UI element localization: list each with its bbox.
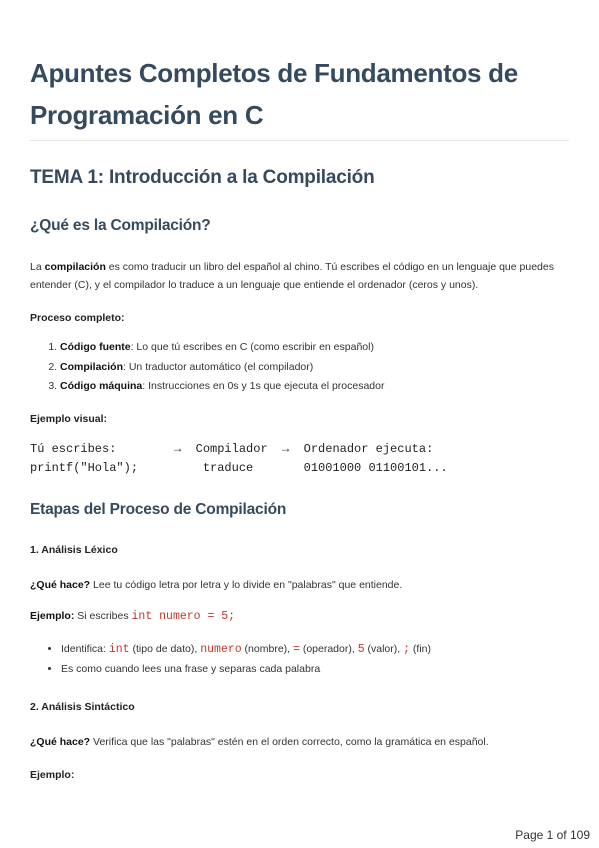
step-text: : Un traductor automático (el compilador) — [123, 360, 314, 373]
intro-paragraph — [30, 258, 570, 294]
list-item — [60, 338, 384, 358]
list-item — [61, 640, 431, 660]
token-code: int — [108, 643, 130, 656]
intro-rest: es como traducir un libro del español al chino. Tú escribes el código en un lenguaje que puedes entender (C), y el compilador lo traduce a un lenguaje que entiende el ordenador (ceros y unos). — [30, 261, 554, 291]
ejemplo-text: Si escribes — [74, 610, 132, 622]
subsection-heading-sintactico: 2. Análisis Sintáctico — [30, 701, 135, 713]
document-title: Apuntes Completos de Fundamentos de Programación en C — [30, 58, 518, 130]
lexico-que-hace — [30, 576, 570, 594]
token-desc: (operador), — [299, 643, 358, 655]
visual-example-code — [30, 440, 448, 478]
proceso-steps — [48, 338, 384, 397]
step-bold: Código máquina — [60, 380, 143, 392]
step-text: : Lo que tú escribes en C (como escribir en español) — [130, 341, 374, 353]
step-bold: Compilación — [60, 360, 124, 373]
proceso-label: Proceso completo: — [30, 312, 125, 324]
sintactico-que-hace — [30, 733, 570, 751]
step-text: : Instrucciones en 0s y 1s que ejecuta el procesador — [142, 380, 385, 392]
step-bold: Código fuente — [60, 341, 131, 353]
ejemplo-label: Ejemplo: — [30, 610, 75, 622]
ejemplo-visual-label: Ejemplo visual: — [30, 413, 108, 425]
list-item — [60, 377, 384, 397]
tema-heading: TEMA 1: Introducción a la Compilación — [30, 167, 375, 188]
token-desc: (nombre), — [241, 643, 293, 655]
token-code: 5 — [357, 643, 365, 656]
section-heading-que-es: ¿Qué es la Compilación? — [30, 217, 211, 234]
que-hace-label: ¿Qué hace? — [30, 736, 91, 748]
list-item — [60, 358, 384, 378]
token-desc: (tipo de dato), — [129, 643, 201, 655]
sintactico-ejemplo-label: Ejemplo: — [30, 769, 75, 781]
token-desc: (fin) — [410, 643, 432, 655]
intro-lead: La — [30, 261, 45, 273]
token-desc: (valor), — [364, 643, 404, 655]
intro-bold: compilación — [44, 261, 106, 273]
que-hace-label: ¿Qué hace? — [30, 579, 91, 591]
lexico-bullets — [47, 640, 431, 679]
token-code: = — [293, 643, 300, 656]
que-hace-text: Lee tu código letra por letra y lo divide en "palabras" que entiende. — [90, 579, 403, 591]
token-code: numero — [200, 643, 242, 656]
list-item: • Es como cuando lees una frase y separas cada palabra — [61, 660, 431, 680]
token-code: ; — [403, 643, 411, 656]
subsection-heading-lexico: 1. Análisis Léxico — [30, 544, 118, 556]
ejemplo-code: int numero = 5; — [131, 610, 236, 623]
visual-line-2: printf("Hola"); traduce 01001000 01100101... — [30, 461, 448, 475]
bullet-prefix: Identifica: — [61, 643, 109, 655]
section-heading-etapas: Etapas del Proceso de Compilación — [30, 501, 287, 518]
que-hace-text: Verifica que las "palabras" estén en el orden correcto, como la gramática en español. — [90, 736, 489, 748]
page-number: Page 1 of 109 — [515, 828, 590, 842]
title-divider — [30, 140, 569, 141]
visual-line-1: Tú escribes: → Compilador → Ordenador ejecuta: — [30, 442, 434, 456]
lexico-ejemplo — [30, 607, 570, 626]
